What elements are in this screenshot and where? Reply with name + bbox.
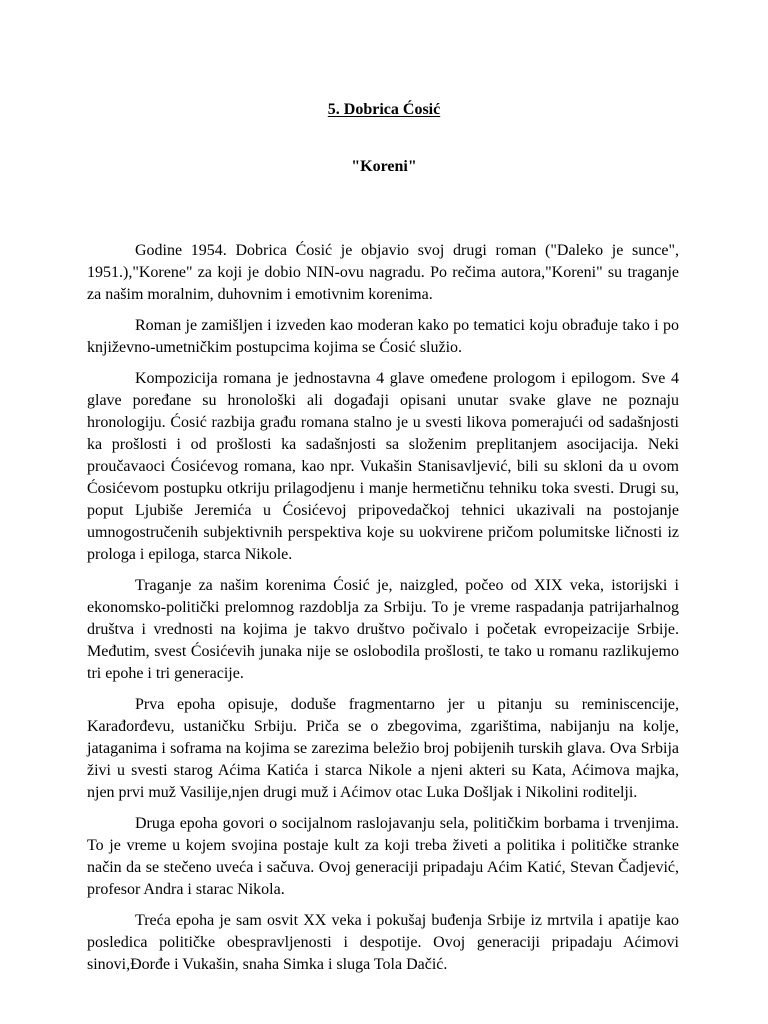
paragraph-composition: Kompozicija romana je jednostavna 4 glave omeđene prologom i epilogom. Sve 4 glave poređane su hronološki ali događaji opisani unutar svake glave ne poznaju hronologiju. Ćosić razbija građu romana stalno je u svesti likova pomerajući od sadašnjosti ka prošlosti i od prošlosti ka sadašnjosti sa složenim preplitanjem asocijacija. Neki proučavaoci Ćosićevog romana, kao npr. Vukašin Stanisavljević, bili su skloni da u ovom Ćosićevom postupku otkriju prilagodjenu i manje hermetičnu tehniku toka svesti. Drugi su, poput Ljubiše Jeremića u Ćosićevoj pripovedačkoj tehnici ukazivali na postojanje umnogostručenih subjektivnih perspektiva koje su uokvirene pričom polumitske ličnosti iz prologa i epiloga, starca Nikole. xyxy=(87,370,679,563)
paragraph-roots: Traganje za našim korenima Ćosić je, naizgled, počeo od XIX veka, istorijski i ekonomsko-politički prelomnog razdoblja za Srbiju. To je vreme raspadanja patrijarhalnog društva i vrednosti na kojima je takvo društvo počivalo i početak evropeizacije Srbije. Međutim, svest Ćosićevih junaka nije se oslobodila prošlosti, te tako u romanu razlikujemo tri epohe i tri generacije. xyxy=(87,577,679,682)
book-title: "Koreni" xyxy=(351,158,417,175)
paragraph-modern-novel: Roman je zamišljen i izveden kao moderan kako po tematici koju obrađuje tako i po književno-umetničkim postupcima kojima se Ćosić služio. xyxy=(87,317,679,356)
paragraph-intro: Godine 1954. Dobrica Ćosić je objavio svoj drugi roman ("Daleko je sunce", 1951.),"Korene" za koji je dobio NIN-ovu nagradu. Po rečima autora,"Koreni" su traganje za našim moralnim, duhovnim i emotivnim korenima. xyxy=(87,242,679,303)
paragraph-third-epoch: Treća epoha je sam osvit XX veka i pokušaj buđenja Srbije iz mrtvila i apatije kao posledica političke obespravljenosti i despotije. Ovoj generaciji pripadaju Aćimovi sinovi,Đorđe i Vukašin, snaha Simka i sluga Tola Dačić. xyxy=(87,912,679,973)
paragraph-first-epoch: Prva epoha opisuje, doduše fragmentarno jer u pitanju su reminiscencije, Karađorđevu, ustaničku Srbiju. Priča se o zbegovima, zgarištima, nabijanju na kolje, jataganima i soframa na kojima se zarezima beležio broj pobijenih turskih glava. Ova Srbija živi u svesti starog Aćima Katića i starca Nikole a njeni akteri su Kata, Aćimova majka, njen prvi muž Vasilije,njen drugi muž i Aćimov otac Luka Došljak i Nikolini roditelji. xyxy=(87,696,679,801)
chapter-title: 5. Dobrica Ćosić xyxy=(327,101,441,118)
paragraph-second-epoch: Druga epoha govori o socijalnom raslojavanju sela, političkim borbama i trvenjima. To je vreme u kojem svojina postaje kult za koji treba živeti a politika i političke stranke način da se stečeno uveća i sačuva. Ovoj generaciji pripadaju Aćim Katić, Stevan Čadjević, profesor Andra i starac Nikola. xyxy=(87,815,679,898)
document-body xyxy=(87,240,679,985)
